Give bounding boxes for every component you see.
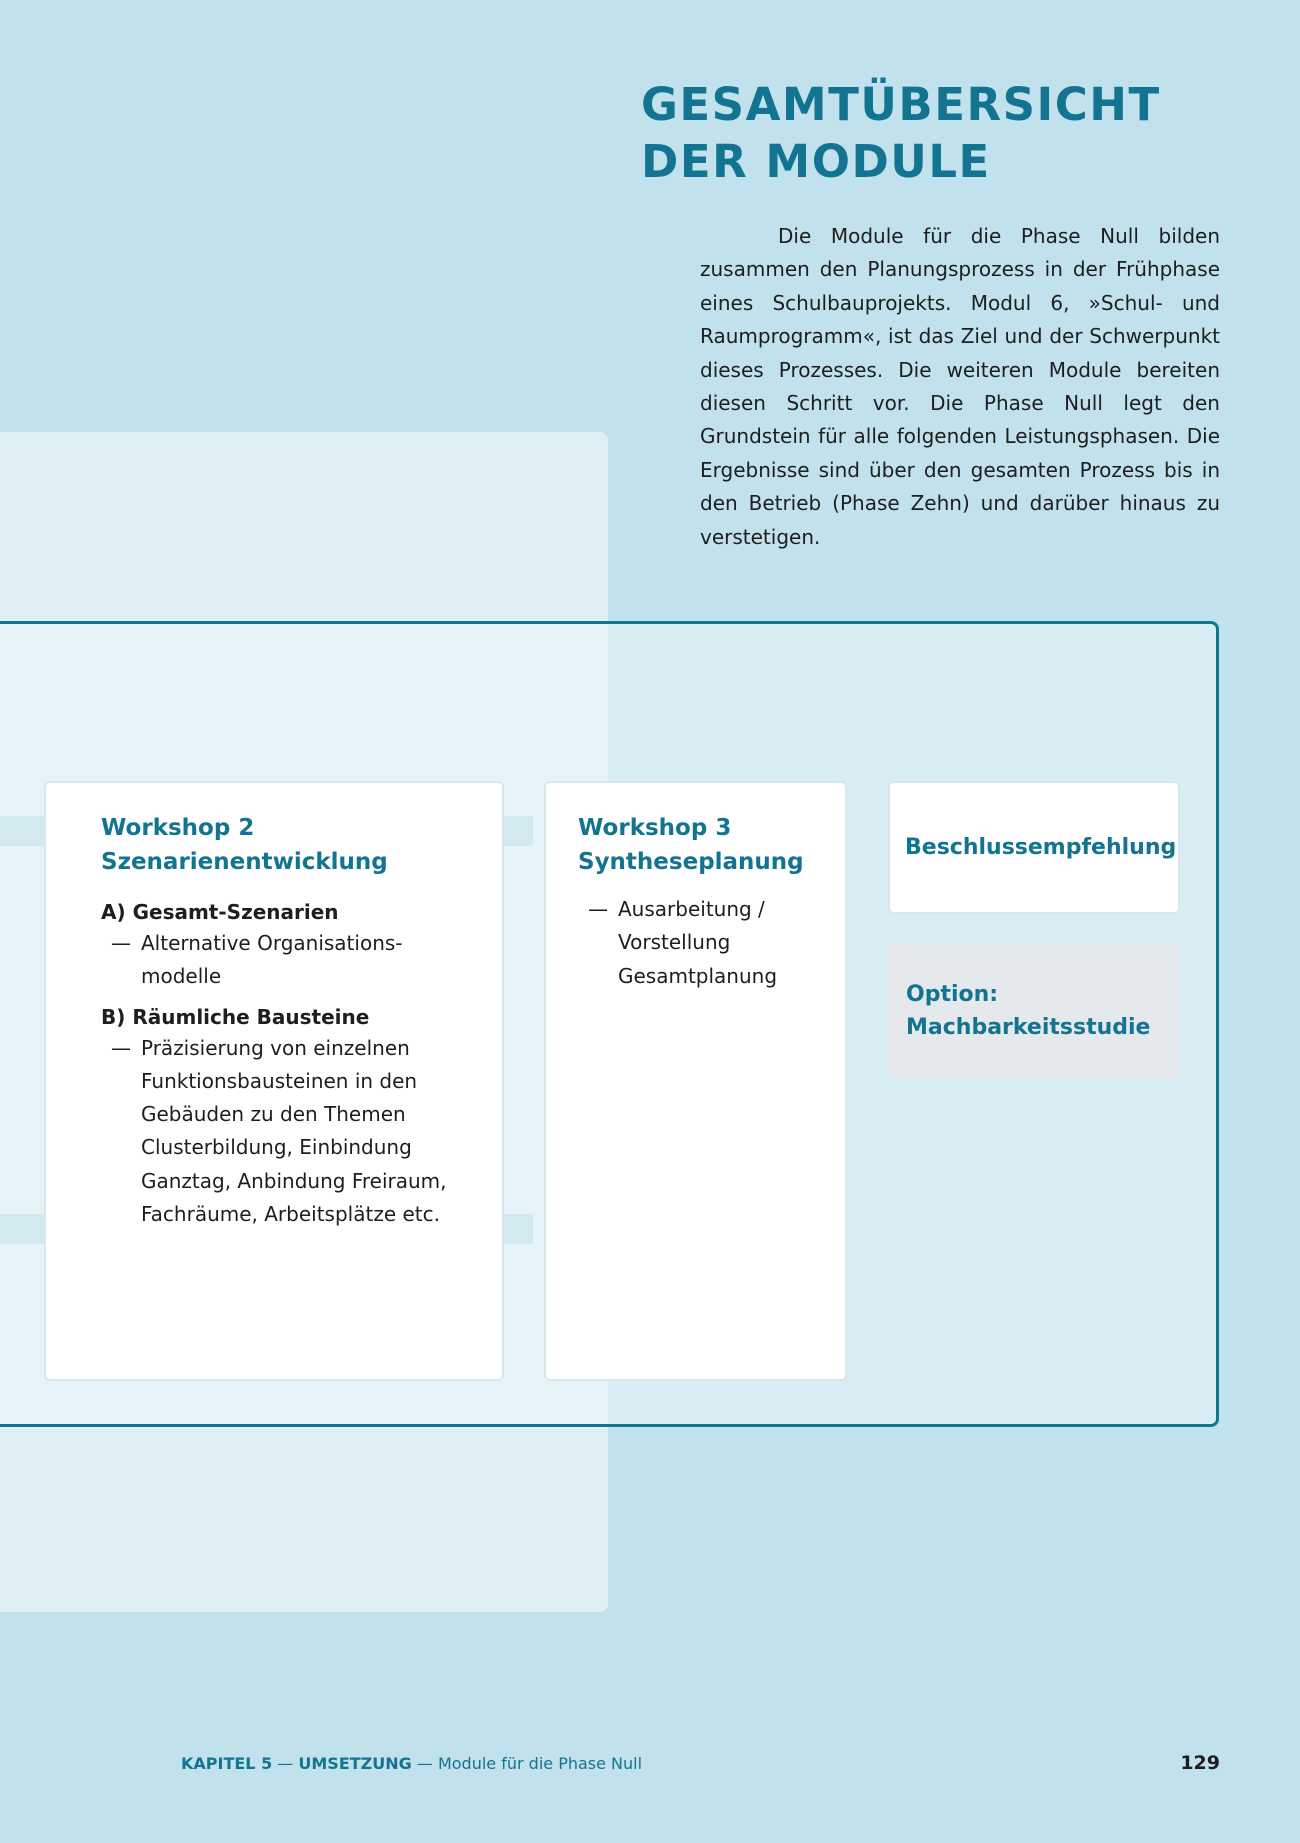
workshop-3-item-line: — Ausarbeitung / — [618, 897, 765, 921]
recommendation-label: Beschlussempfehlung — [905, 834, 1177, 860]
section-b-item-line: Fachräume, Arbeitsplätze etc. — [141, 1202, 440, 1227]
intro-paragraph: Die Module für die Phase Null bilden zusammen den Planungsprozess in der Frühphase eines Schulbauprojekts. Modul 6, »Schul- und Raumprogramm«, ist das Ziel und der Schwerpunkt dieses Prozesses. Die weiteren Module bereiten diesen Schritt vor. Die Phase Null legt den Grundstein für alle folgenden Leistungsphasen. Die Ergebnisse sind über den gesamten Prozess bis in den Betrieb (Phase Zehn) und darüber hinaus zu verstetigen. — [700, 224, 1220, 549]
workshop-3-title-line-1: Workshop 3 — [578, 815, 732, 841]
workshop-2-title-line-1: Workshop 2 — [101, 815, 255, 841]
section-b-item-line: Ganztag, Anbindung Freiraum, — [141, 1168, 447, 1193]
footer-topic: Module für die Phase Null — [437, 1754, 643, 1773]
workshop-3-title — [578, 811, 835, 879]
section-a-heading: A) Gesamt-Szenarien — [101, 900, 339, 924]
title-line-2: DER MODULE — [641, 135, 991, 188]
page-title — [641, 76, 1161, 190]
option-box — [888, 944, 1180, 1078]
section-b-heading: B) Räumliche Bausteine — [101, 1004, 370, 1029]
workshop-2-title — [101, 811, 482, 879]
section-b-item — [101, 1032, 482, 1232]
workshop-2-card — [44, 781, 504, 1381]
workshop-3-item-line: Gesamtplanung — [618, 963, 778, 988]
recommendation-box — [888, 781, 1180, 914]
footer-separator: — — [272, 1754, 299, 1773]
workshop-3-item-line: Vorstellung — [618, 930, 731, 955]
option-title — [906, 978, 1150, 1044]
section-a-item-line: modelle — [141, 964, 222, 989]
footer-chapter: KAPITEL 5 — [181, 1754, 273, 1773]
footer-section: UMSETZUNG — [298, 1754, 412, 1773]
footer-separator: — — [411, 1754, 438, 1773]
section-b-item-line: Funktionsbausteinen in den — [141, 1068, 418, 1093]
title-line-1: GESAMTÜBERSICHT — [641, 78, 1161, 131]
workshop-3-item — [578, 893, 835, 993]
workshop-2-title-line-2: Szenarienentwicklung — [101, 849, 388, 875]
modules-frame — [0, 621, 1219, 1427]
option-title-line-2: Machbarkeitsstudie — [906, 1015, 1151, 1040]
section-b-item-line: Gebäuden zu den Themen — [141, 1102, 406, 1127]
option-title-line-1: Option: — [906, 982, 999, 1007]
section-a-item-line: — Alternative Organisations- — [141, 931, 403, 955]
workshop-3-card — [544, 781, 847, 1381]
footer-breadcrumb — [181, 1753, 642, 1775]
section-b-item-line: — Präzisierung von einzelnen — [141, 1035, 410, 1060]
workshop-3-title-line-2: Syntheseplanung — [578, 849, 804, 875]
section-b-item-line: Clusterbildung, Einbindung — [141, 1135, 412, 1160]
section-a-item — [101, 927, 482, 994]
page-number: 129 — [1180, 1752, 1220, 1774]
